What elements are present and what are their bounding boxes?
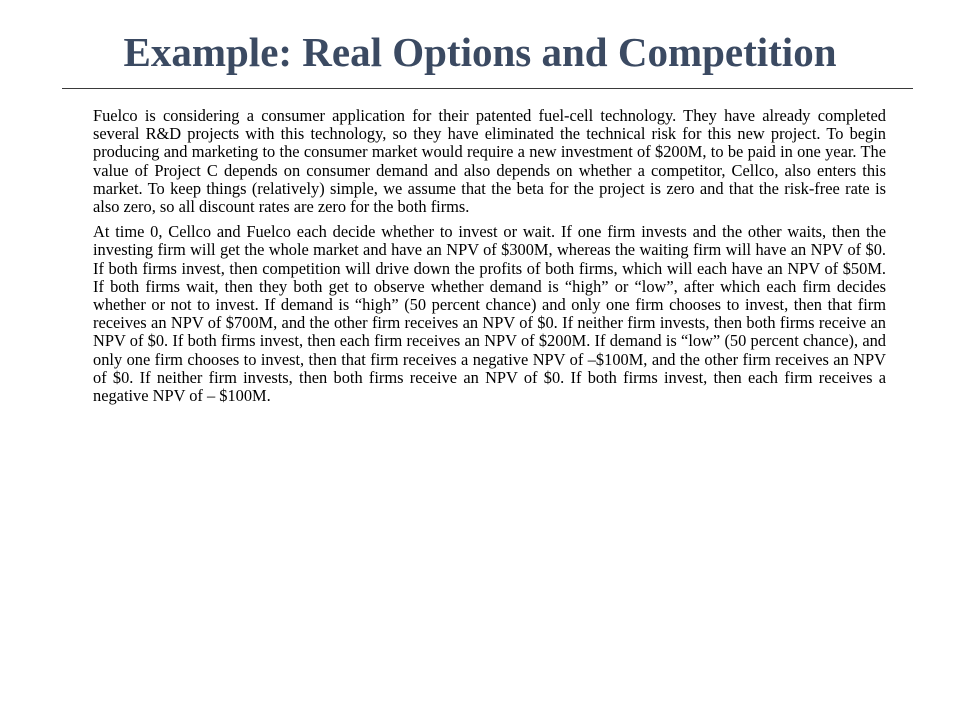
- body-paragraph-1: Fuelco is considering a consumer application for their patented fuel-cell technology. They have already completed several R&D projects with this technology, so they have eliminated the technical risk for this new project. To begin producing and marketing to the consumer market would require a new investment of $200M, to be paid in one year. The value of Project C depends on consumer demand and also depends on whether a competitor, Cellco, also enters this market. To keep things (relatively) simple, we assume that the beta for the project is zero and that the risk-free rate is also zero, so all discount rates are zero for the both firms.: [93, 106, 886, 217]
- title-divider: [62, 88, 913, 89]
- slide-title: Example: Real Options and Competition: [123, 29, 837, 75]
- slide-body: [93, 107, 886, 412]
- body-paragraph-2: At time 0, Cellco and Fuelco each decide whether to invest or wait. If one firm invests and the other waits, then the investing firm will get the whole market and have an NPV of $300M, whereas the waiting firm will have an NPV of $0. If both firms invest, then competition will drive down the profits of both firms, which will each have an NPV of $50M. If both firms wait, then they both get to observe whether demand is “high” or “low”, after which each firm decides whether or not to invest. If demand is “high” (50 percent chance) and only one firm chooses to invest, then that firm receives an NPV of $700M, and the other firm receives an NPV of $0. If neither firm invests, then both firms receive an NPV of $0. If both firms invest, then each firm receives an NPV of $200M. If demand is “low” (50 percent chance), and only one firm chooses to invest, then that firm receives a negative NPV of –$100M, and the other firm receives an NPV of $0. If neither firm invests, then both firms receive an NPV of $0. If both firms invest, then each firm receives a negative NPV of – $100M.: [93, 222, 886, 406]
